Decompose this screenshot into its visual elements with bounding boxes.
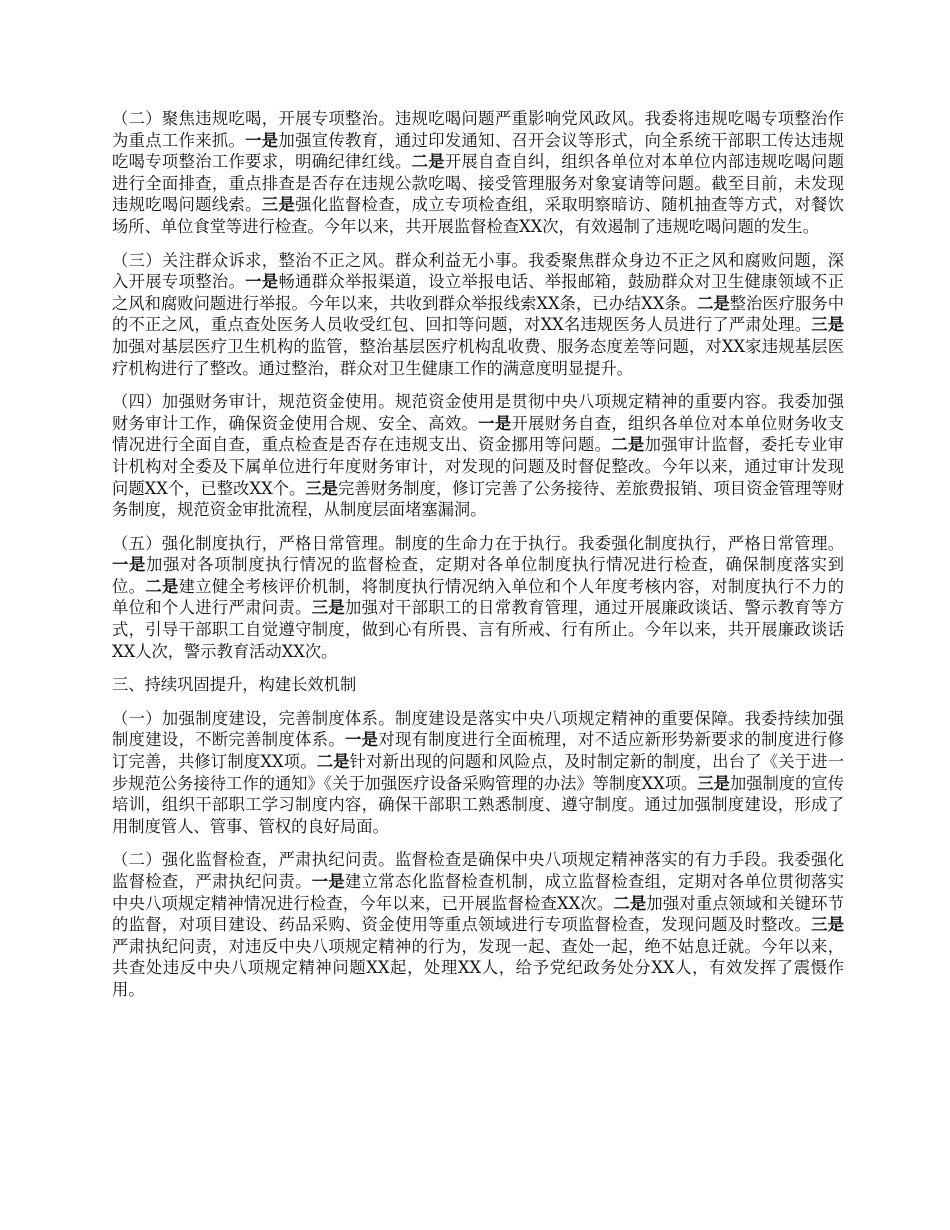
text-segment: 开展财务自查，组织各单位对本单位财务收支情况进行全面自查，重点检查是否存在违规支出、资金挪用等问题。 [112, 413, 844, 455]
para-financial-audit [112, 391, 844, 521]
bold-marker: 一是 [311, 872, 346, 891]
text-segment: 整治医疗服务中的不正之风，重点查处医务人员收受红包、回扣等问题，对XX名违规医务人员进行了严肃处理。 [112, 293, 844, 335]
text-segment: 畅通群众举报渠道，设立举报电话、举报邮箱，鼓励群众对卫生健康领域不正之风和腐败问题进行举报。今年以来，共收到群众举报线索XX条，已办结XX条。 [112, 272, 844, 313]
para-institution-building [112, 708, 844, 838]
bold-marker: 三是 [305, 478, 339, 498]
bold-marker: 二是 [611, 435, 645, 455]
text-segment: 强化监督检查，成立专项检查组，采取明察暗访、随机抽查等方式，对餐饮场所、单位食堂等进行检查。今年以来，共开展监督检查XX次，有效遏制了违规吃喝问题的发生。 [112, 195, 844, 236]
bold-marker: 二是 [316, 752, 350, 772]
text-segment: 加强对干部职工的日常教育管理，通过开展廉政谈话、警示教育等方式，引导干部职工自觉遵守制度，做到心有所畏、言有所戒、行有所止。今年以来，共开展廉政谈话XX人次，警示教育活动XX次。 [112, 598, 844, 661]
bold-marker: 三是 [311, 598, 346, 618]
bold-marker: 一是 [112, 555, 147, 575]
bold-marker: 三是 [261, 195, 296, 215]
text-segment: 建立健全考核评价机制，将制度执行情况纳入单位和个人年度考核内容，对制度执行不力的单位和个人进行严肃问责。 [112, 576, 844, 618]
bold-marker: 一是 [245, 272, 279, 292]
text-segment: 加强制度的宣传培训，组织干部职工学习制度内容，确保干部职工熟悉制度、遵守制度。通过加强制度建设，形成了用制度管人、管事、管权的良好局面。 [112, 773, 844, 836]
para-system-enforcement [112, 533, 844, 663]
document-page [112, 108, 844, 1013]
bold-marker: 二是 [697, 293, 730, 313]
text-segment: 完善财务制度，修订完善了公务接待、差旅费报销、项目资金管理等财务制度，规范资金审批流程，从制度层面堵塞漏洞。 [112, 478, 844, 520]
text-segment: （五）强化制度执行，严格日常管理。制度的生命力在于执行。我委强化制度执行，严格日常管理。 [112, 533, 844, 553]
text-segment: （四）加强财务审计，规范资金使用。规范资金使用是贯彻中央八项规定精神的重要内容。我委加强财务审计工作，确保资金使用合规、安全、高效。 [112, 392, 844, 433]
bold-marker: 三是 [811, 915, 844, 935]
text-segment: 开展自查自纠，组织各单位对本单位内部违规吃喝问题进行全面排查，重点排查是否存在违规公款吃喝、接受管理服务对象宴请等问题。截至目前，未发现违规吃喝问题线索。 [112, 152, 844, 215]
bold-marker: 三是 [697, 773, 730, 793]
text-segment: 加强审计监督，委托专业审计机构对全委及下属单位进行年度财务审计，对发现的问题及时督促整改。今年以来，通过审计发现问题XX个，已整改XX个。 [112, 435, 844, 498]
text-segment: 建立常态化监督检查机制，成立监督检查组，定期对各单位贯彻落实中央八项规定精神情况进行检查，今年以来，已开展监督检查XX次。 [112, 872, 844, 913]
bold-marker: 二是 [411, 152, 445, 172]
bold-marker: 二是 [613, 893, 647, 913]
bold-marker: 一是 [245, 130, 279, 150]
text-segment: 加强对各项制度执行情况的监督检查，定期对各单位制度执行情况进行检查，确保制度落实到位。 [112, 555, 844, 596]
bold-marker: 二是 [145, 576, 179, 596]
text-segment: 三、持续巩固提升，构建长效机制 [112, 675, 357, 695]
text-segment: （二）强化监督检查，严肃执纪问责。监督检查是确保中央八项规定精神落实的有力手段。我委强化监督检查，严肃执纪问责。 [112, 850, 844, 891]
section-heading-3 [112, 674, 844, 696]
text-segment: 加强对重点领域和关键环节的监督，对项目建设、药品采购、资金使用等重点领域进行专项监督检查，发现问题及时整改。 [112, 893, 844, 935]
text-segment: 加强宣传教育，通过印发通知、召开会议等形式，向全系统干部职工传达违规吃喝专项整治工作要求，明确纪律红线。 [112, 130, 844, 172]
para-food-drink-rectification [112, 108, 844, 238]
para-public-complaints [112, 250, 844, 380]
text-segment: （一）加强制度建设，完善制度体系。制度建设是落实中央八项规定精神的重要保障。我委持续加强制度建设，不断完善制度体系。 [112, 708, 844, 750]
bold-marker: 三是 [811, 315, 844, 335]
text-segment: 针对新出现的问题和风险点，及时制定新的制度，出台了《关于进一步规范公务接待工作的通知》《关于加强医疗设备采购管理的办法》等制度XX项。 [112, 752, 844, 793]
bold-marker: 一是 [345, 730, 379, 750]
para-supervision-accountability [112, 849, 844, 1000]
text-segment: 对现有制度进行全面梳理，对不适应新形势新要求的制度进行修订完善，共修订制度XX项。 [112, 730, 844, 772]
bold-marker: 一是 [478, 413, 512, 433]
text-segment: 加强对基层医疗卫生机构的监管，整治基层医疗机构乱收费、服务态度差等问题，对XX家违规基层医疗机构进行了整改。通过整治，群众对卫生健康工作的满意度明显提升。 [112, 336, 844, 378]
text-segment: （三）关注群众诉求，整治不正之风。群众利益无小事。我委聚焦群众身边不正之风和腐败问题，深入开展专项整治。 [112, 250, 844, 292]
text-segment: （二）聚焦违规吃喝，开展专项整治。违规吃喝问题严重影响党风政风。我委将违规吃喝专项整治作为重点工作来抓。 [112, 109, 844, 150]
text-segment: 严肃执纪问责，对违反中央八项规定精神的行为，发现一起、查处一起，绝不姑息迁就。今年以来，共查处违反中央八项规定精神问题XX起，处理XX人，给予党纪政务处分XX人，有效发挥了震慑作用。 [112, 936, 844, 999]
